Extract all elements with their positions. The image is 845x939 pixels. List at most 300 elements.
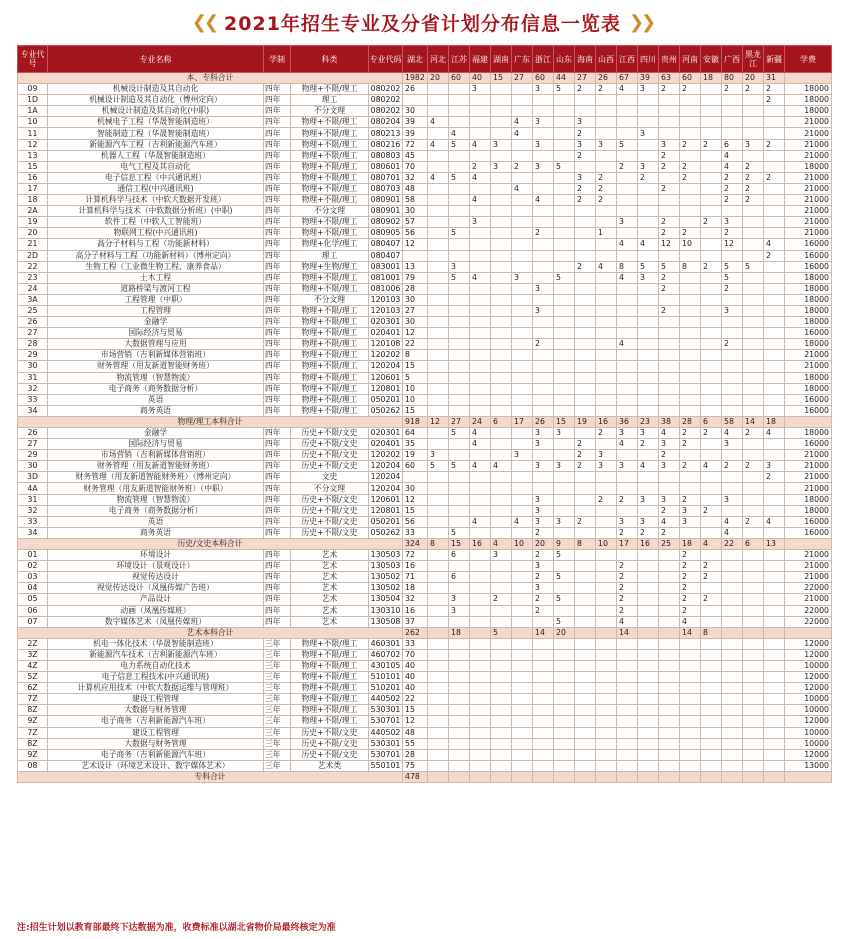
province-quota-cell — [722, 294, 743, 305]
duration-cell: 三年 — [264, 672, 291, 683]
province-quota-cell — [575, 217, 596, 228]
province-quota-cell — [764, 738, 785, 749]
major-id-cell: 07 — [18, 616, 48, 627]
province-quota-cell — [575, 550, 596, 561]
province-quota-cell — [743, 494, 764, 505]
province-quota-cell: 2 — [533, 594, 554, 605]
hubei-quota-cell — [403, 250, 428, 261]
duration-cell: 四年 — [264, 117, 291, 128]
hubei-quota-cell: 15 — [403, 505, 428, 516]
province-quota-cell — [470, 494, 491, 505]
province-quota-cell: 4 — [428, 139, 449, 150]
province-quota-cell: 2 — [617, 605, 638, 616]
major-code-cell: 510201 — [369, 683, 403, 694]
province-quota-cell — [722, 450, 743, 461]
province-quota-cell — [701, 450, 722, 461]
major-id-cell: 1D — [18, 95, 48, 106]
hubei-quota-cell: 32 — [403, 172, 428, 183]
province-quota-cell — [512, 527, 533, 538]
duration-cell: 四年 — [264, 195, 291, 206]
province-quota-cell — [491, 583, 512, 594]
province-quota-cell — [470, 228, 491, 239]
province-quota-cell — [533, 128, 554, 139]
province-quota-cell: 3 — [533, 583, 554, 594]
province-quota-cell — [680, 305, 701, 316]
province-quota-cell — [764, 572, 785, 583]
major-code-cell: 080216 — [369, 139, 403, 150]
province-quota-cell — [491, 672, 512, 683]
province-quota-cell — [491, 428, 512, 439]
province-quota-cell — [764, 372, 785, 383]
province-quota-cell — [701, 361, 722, 372]
province-quota-cell: 2 — [533, 550, 554, 561]
province-quota-cell — [428, 261, 449, 272]
province-quota-cell: 2 — [680, 605, 701, 616]
province-quota-cell — [617, 705, 638, 716]
table-row — [18, 117, 832, 128]
province-quota-cell: 3 — [512, 272, 533, 283]
hubei-quota-cell: 30 — [403, 317, 428, 328]
province-quota-cell: 2 — [533, 339, 554, 350]
province-quota-cell — [764, 117, 785, 128]
province-quota-cell — [743, 383, 764, 394]
province-quota-cell — [596, 328, 617, 339]
hubei-quota-cell: 30 — [403, 483, 428, 494]
province-quota-cell: 3 — [491, 139, 512, 150]
table-row — [18, 128, 832, 139]
province-quota-cell — [722, 716, 743, 727]
province-quota-cell — [491, 217, 512, 228]
table-row — [18, 228, 832, 239]
fee-cell: 18000 — [785, 294, 832, 305]
province-quota-cell — [722, 694, 743, 705]
province-quota-cell — [764, 283, 785, 294]
fee-cell: 22000 — [785, 605, 832, 616]
province-quota-cell — [764, 317, 785, 328]
province-quota-cell — [680, 128, 701, 139]
province-quota-cell: 14 — [533, 627, 554, 638]
province-quota-cell — [470, 294, 491, 305]
province-quota-cell: 4 — [764, 428, 785, 439]
province-quota-cell — [491, 683, 512, 694]
province-quota-cell — [659, 716, 680, 727]
hubei-quota-cell: 27 — [403, 305, 428, 316]
duration-cell: 四年 — [264, 328, 291, 339]
fee-cell: 12000 — [785, 683, 832, 694]
province-quota-cell — [596, 439, 617, 450]
subject-cell: 物理+不限/理工 — [291, 705, 369, 716]
province-quota-cell — [596, 716, 617, 727]
province-quota-cell — [617, 450, 638, 461]
province-quota-cell — [659, 106, 680, 117]
subject-cell: 物理+不限/理工 — [291, 84, 369, 95]
province-quota-cell — [764, 350, 785, 361]
province-quota-cell: 5 — [722, 272, 743, 283]
province-quota-cell — [575, 372, 596, 383]
duration-cell: 三年 — [264, 694, 291, 705]
province-quota-cell: 5 — [449, 461, 470, 472]
major-name-cell: 商务英语 — [48, 405, 264, 416]
major-name-cell: 新能源汽车技术（吉利新能源汽车班） — [48, 649, 264, 660]
fee-cell: 21000 — [785, 128, 832, 139]
hubei-quota-cell: 72 — [403, 550, 428, 561]
province-quota-cell — [659, 294, 680, 305]
major-name-cell: 国际经济与贸易 — [48, 439, 264, 450]
province-quota-cell — [722, 594, 743, 605]
table-row — [18, 494, 832, 505]
duration-cell: 四年 — [264, 472, 291, 483]
major-name-cell: 电力系统自动化技术 — [48, 660, 264, 671]
province-quota-cell — [428, 738, 449, 749]
province-quota-cell: 2 — [680, 550, 701, 561]
province-quota-cell — [512, 749, 533, 760]
province-quota-cell — [659, 95, 680, 106]
province-quota-cell — [701, 95, 722, 106]
province-quota-cell — [449, 217, 470, 228]
province-quota-cell: 2 — [743, 84, 764, 95]
province-quota-cell — [512, 150, 533, 161]
province-quota-cell — [659, 638, 680, 649]
header-name: 专业名称 — [48, 46, 264, 73]
subject-cell: 不分文理 — [291, 294, 369, 305]
duration-cell: 四年 — [264, 405, 291, 416]
province-quota-cell — [743, 439, 764, 450]
province-quota-cell: 4 — [617, 339, 638, 350]
province-quota-cell — [449, 683, 470, 694]
major-code-cell: 080202 — [369, 106, 403, 117]
province-quota-cell — [680, 350, 701, 361]
province-quota-cell — [491, 705, 512, 716]
province-quota-cell — [449, 705, 470, 716]
province-quota-cell — [554, 694, 575, 705]
table-row — [18, 150, 832, 161]
province-quota-cell — [617, 95, 638, 106]
province-quota-cell — [617, 172, 638, 183]
province-quota-cell — [722, 106, 743, 117]
province-quota-cell — [554, 350, 575, 361]
province-quota-cell — [449, 117, 470, 128]
province-quota-cell — [701, 716, 722, 727]
province-quota-cell — [512, 250, 533, 261]
province-quota-cell — [533, 760, 554, 771]
major-code-cell: 080407 — [369, 250, 403, 261]
province-quota-cell — [449, 106, 470, 117]
province-quota-cell — [533, 727, 554, 738]
province-quota-cell — [575, 161, 596, 172]
province-quota-cell — [659, 771, 680, 782]
province-quota-cell — [701, 339, 722, 350]
major-name-cell: 视觉传达设计 — [48, 572, 264, 583]
province-quota-cell — [428, 749, 449, 760]
province-quota-cell: 4 — [764, 516, 785, 527]
province-quota-cell: 5 — [449, 428, 470, 439]
province-quota-cell — [491, 450, 512, 461]
province-quota-cell: 3 — [638, 272, 659, 283]
province-quota-cell — [575, 649, 596, 660]
subject-cell: 艺术类 — [291, 760, 369, 771]
province-quota-cell — [680, 150, 701, 161]
province-quota-cell — [722, 561, 743, 572]
province-quota-cell — [764, 627, 785, 638]
major-code-cell: 120801 — [369, 505, 403, 516]
province-quota-cell — [449, 328, 470, 339]
province-quota-cell — [491, 394, 512, 405]
major-id-cell: 5Z — [18, 672, 48, 683]
province-quota-cell — [659, 550, 680, 561]
province-quota-cell — [428, 239, 449, 250]
province-quota-cell: 3 — [491, 550, 512, 561]
province-quota-cell — [743, 583, 764, 594]
fee-cell: 16000 — [785, 439, 832, 450]
province-quota-cell — [533, 694, 554, 705]
major-code-cell: 020401 — [369, 439, 403, 450]
province-quota-cell — [428, 106, 449, 117]
province-quota-cell — [491, 727, 512, 738]
province-quota-cell — [428, 294, 449, 305]
province-quota-cell — [512, 616, 533, 627]
province-quota-cell — [470, 361, 491, 372]
province-quota-cell: 4 — [512, 516, 533, 527]
province-quota-cell — [659, 472, 680, 483]
province-quota-cell — [491, 239, 512, 250]
province-quota-cell: 6 — [722, 139, 743, 150]
subject-cell: 物理+不限/理工 — [291, 217, 369, 228]
province-quota-cell — [470, 738, 491, 749]
province-quota-cell — [449, 694, 470, 705]
province-quota-cell — [449, 439, 470, 450]
province-quota-cell — [554, 183, 575, 194]
province-quota-cell — [512, 572, 533, 583]
duration-cell: 四年 — [264, 139, 291, 150]
table-body — [18, 73, 832, 783]
province-quota-cell: 2 — [596, 84, 617, 95]
province-quota-cell — [575, 383, 596, 394]
major-name-cell: 大数据与财务管理 — [48, 705, 264, 716]
province-quota-cell — [428, 428, 449, 439]
table-row — [18, 461, 832, 472]
subject-cell: 历史+不限/文史 — [291, 516, 369, 527]
province-quota-cell — [428, 472, 449, 483]
province-quota-cell — [764, 749, 785, 760]
province-quota-cell — [554, 150, 575, 161]
province-quota-cell: 4 — [470, 172, 491, 183]
province-quota-cell — [428, 217, 449, 228]
province-quota-cell: 25 — [659, 538, 680, 549]
province-quota-cell — [512, 261, 533, 272]
province-quota-cell: 2 — [680, 561, 701, 572]
province-quota-cell — [575, 394, 596, 405]
province-quota-cell — [743, 350, 764, 361]
subtotal-row — [18, 627, 832, 638]
province-quota-cell — [680, 183, 701, 194]
table-row — [18, 561, 832, 572]
province-quota-cell: 60 — [449, 73, 470, 84]
province-quota-cell — [575, 350, 596, 361]
province-quota-cell: 58 — [722, 416, 743, 427]
fee-cell: 12000 — [785, 638, 832, 649]
table-row — [18, 605, 832, 616]
province-quota-cell: 3 — [638, 494, 659, 505]
province-quota-cell — [491, 572, 512, 583]
province-quota-cell — [533, 239, 554, 250]
province-quota-cell — [449, 505, 470, 516]
province-quota-cell: 2 — [743, 183, 764, 194]
province-quota-cell — [470, 394, 491, 405]
province-quota-cell — [638, 450, 659, 461]
province-quota-cell — [470, 483, 491, 494]
hubei-quota-cell: 16 — [403, 605, 428, 616]
province-quota-cell — [701, 305, 722, 316]
province-quota-cell — [764, 716, 785, 727]
subject-cell: 物理+不限/理工 — [291, 649, 369, 660]
major-id-cell: 20 — [18, 228, 48, 239]
province-quota-cell: 4 — [617, 239, 638, 250]
province-quota-cell — [596, 516, 617, 527]
province-quota-cell — [491, 716, 512, 727]
province-quota-cell: 2 — [659, 183, 680, 194]
table-row — [18, 760, 832, 771]
province-quota-cell — [638, 683, 659, 694]
hubei-quota-cell: 45 — [403, 150, 428, 161]
fee-cell: 21000 — [785, 139, 832, 150]
province-quota-cell: 2 — [596, 494, 617, 505]
province-quota-cell: 4 — [512, 117, 533, 128]
hubei-quota-cell: 48 — [403, 727, 428, 738]
hubei-quota-cell: 70 — [403, 161, 428, 172]
province-quota-cell: 3 — [533, 283, 554, 294]
province-quota-cell — [554, 505, 575, 516]
province-quota-cell: 14 — [617, 627, 638, 638]
province-quota-cell: 18 — [449, 627, 470, 638]
province-quota-cell: 2 — [743, 461, 764, 472]
province-quota-cell — [533, 250, 554, 261]
province-quota-cell — [449, 660, 470, 671]
province-quota-cell: 2 — [764, 95, 785, 106]
duration-cell: 四年 — [264, 272, 291, 283]
header-province: 广西 — [722, 46, 743, 73]
province-quota-cell: 16 — [596, 416, 617, 427]
province-quota-cell — [722, 660, 743, 671]
fee-cell: 18000 — [785, 305, 832, 316]
province-quota-cell: 8 — [617, 261, 638, 272]
province-quota-cell: 2 — [701, 139, 722, 150]
province-quota-cell: 3 — [638, 161, 659, 172]
province-quota-cell — [470, 561, 491, 572]
subject-cell: 历史+不限/文史 — [291, 505, 369, 516]
hubei-quota-cell: 35 — [403, 439, 428, 450]
province-quota-cell — [701, 117, 722, 128]
province-quota-cell: 2 — [680, 461, 701, 472]
subtotal-label: 物理/理工本科合计 — [18, 416, 403, 427]
header-code: 专业代号 — [18, 46, 48, 73]
major-name-cell: 机械设计制造及其自动化(中职) — [48, 106, 264, 117]
province-quota-cell — [764, 272, 785, 283]
province-quota-cell: 2 — [533, 527, 554, 538]
province-quota-cell — [638, 616, 659, 627]
province-quota-cell — [449, 317, 470, 328]
province-quota-cell — [638, 649, 659, 660]
province-quota-cell — [617, 649, 638, 660]
province-quota-cell — [575, 716, 596, 727]
province-quota-cell — [575, 228, 596, 239]
province-quota-cell — [638, 605, 659, 616]
major-code-cell: 130504 — [369, 594, 403, 605]
province-quota-cell: 20 — [554, 627, 575, 638]
province-quota-cell: 2 — [701, 505, 722, 516]
hubei-quota-cell: 58 — [403, 195, 428, 206]
major-id-cell: 4Z — [18, 660, 48, 671]
province-quota-cell — [596, 594, 617, 605]
province-quota-cell — [617, 361, 638, 372]
province-quota-cell — [722, 505, 743, 516]
province-quota-cell — [512, 727, 533, 738]
province-quota-cell — [428, 95, 449, 106]
major-id-cell: 01 — [18, 550, 48, 561]
province-quota-cell — [512, 139, 533, 150]
province-quota-cell — [512, 350, 533, 361]
province-quota-cell — [470, 605, 491, 616]
province-quota-cell — [554, 339, 575, 350]
province-quota-cell — [554, 771, 575, 782]
province-quota-cell — [512, 505, 533, 516]
table-row — [18, 749, 832, 760]
province-quota-cell: 2 — [491, 594, 512, 605]
province-quota-cell — [743, 505, 764, 516]
province-quota-cell — [659, 394, 680, 405]
province-quota-cell: 2 — [722, 84, 743, 95]
province-quota-cell — [512, 328, 533, 339]
province-quota-cell — [701, 483, 722, 494]
province-quota-cell — [701, 283, 722, 294]
province-quota-cell — [701, 161, 722, 172]
province-quota-cell — [701, 272, 722, 283]
major-name-cell: 计算机科学与技术（中软大数据开发班） — [48, 195, 264, 206]
duration-cell: 四年 — [264, 550, 291, 561]
province-quota-cell — [722, 128, 743, 139]
fee-cell: 21000 — [785, 450, 832, 461]
province-quota-cell — [617, 117, 638, 128]
major-name-cell: 环境设计（景观设计） — [48, 561, 264, 572]
province-quota-cell — [638, 771, 659, 782]
province-quota-cell — [659, 672, 680, 683]
hubei-quota-cell: 30 — [403, 106, 428, 117]
province-quota-cell — [533, 672, 554, 683]
major-name-cell: 金融学 — [48, 428, 264, 439]
province-quota-cell — [659, 206, 680, 217]
province-quota-cell: 4 — [470, 461, 491, 472]
province-quota-cell — [722, 405, 743, 416]
subject-cell: 物理+不限/理工 — [291, 328, 369, 339]
province-quota-cell — [743, 683, 764, 694]
province-quota-cell — [575, 705, 596, 716]
major-name-cell: 智能制造工程（华晟智能制造班） — [48, 128, 264, 139]
province-quota-cell: 2 — [659, 84, 680, 95]
province-quota-cell — [491, 150, 512, 161]
major-name-cell: 电子商务（吉利新能源汽车班） — [48, 716, 264, 727]
province-quota-cell — [512, 383, 533, 394]
province-quota-cell — [701, 317, 722, 328]
province-quota-cell: 3 — [764, 461, 785, 472]
province-quota-cell — [764, 505, 785, 516]
province-quota-cell — [554, 760, 575, 771]
duration-cell: 四年 — [264, 483, 291, 494]
province-quota-cell — [428, 638, 449, 649]
fee-cell: 10000 — [785, 694, 832, 705]
province-quota-cell — [680, 749, 701, 760]
province-quota-cell — [722, 749, 743, 760]
province-quota-cell — [449, 84, 470, 95]
province-quota-cell — [491, 305, 512, 316]
